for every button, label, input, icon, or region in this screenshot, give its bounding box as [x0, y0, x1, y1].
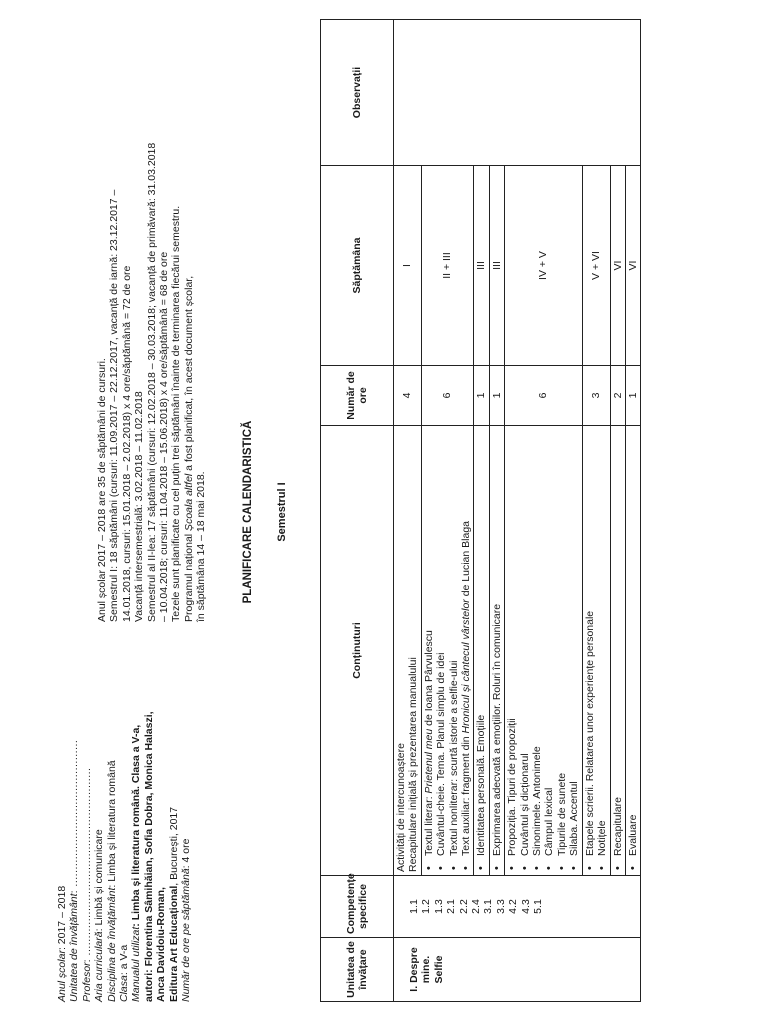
hours-per-week-line: Număr de ore pe săptămână: 4 ore	[180, 838, 193, 1002]
hours-cell: 4	[394, 366, 422, 426]
program-line: Programul național Școala altfel a fost planificat, în acest document școlar,	[182, 275, 195, 622]
competences-cell	[394, 876, 641, 938]
hours-cell: 1	[625, 366, 640, 426]
competence: 1.1	[408, 899, 420, 914]
planning-table	[320, 19, 641, 1002]
competence: 2.2	[457, 899, 470, 914]
hours-cell: 1	[489, 366, 504, 426]
info-line: Semestrul al II-lea: 17 săptămâni (cursuri: 12.02.2018 – 30.03.2018; vacanță de primăvară: 31.03.2018	[145, 142, 158, 622]
info-line: Tezele sunt planificate cu cel puțin trei săptămâni înainte de terminarea fiecărui semestru.	[170, 205, 183, 622]
content-item: • Câmpul lexical	[543, 429, 555, 862]
content-item: • Textul literar: Prietenul meu de Ioana Pârvulescu	[423, 429, 435, 862]
col-header-unit: Unitatea de învățare	[321, 938, 394, 1002]
week-cell: V + VI	[582, 166, 610, 366]
competence: 4.2	[507, 899, 520, 914]
school-unit-line: Unitatea de învățământ: ...........................................	[68, 739, 81, 1002]
discipline-line: Disciplina de învățământ: Limba și literatura română	[105, 760, 118, 1002]
hours-cell: 6	[505, 366, 582, 426]
col-header-observations: Observații	[321, 20, 394, 166]
observations-cell	[394, 20, 641, 166]
table-row	[489, 20, 504, 1002]
week-cell: VI	[610, 166, 625, 366]
program-line-2: în săptămâna 14 – 18 mai 2018.	[195, 471, 208, 622]
content-item: • Cuvântul și dicționarul	[519, 429, 531, 862]
contents-cell	[582, 426, 610, 876]
content-item: • Exprimarea adecvată a emoțiilor. Roluri în comunicare	[491, 429, 503, 862]
content-item: • Notițele	[596, 429, 608, 862]
content-line: Recapitulare inițială și prezentarea manualului	[407, 657, 420, 872]
info-line: Semestrul I: 18 săptămâni (cursuri: 11.09.2017 – 22.12.2017, vacanță de iarnă: 23.12.2017 –	[108, 189, 121, 622]
content-item: • Cuvântul-cheie. Tema. Planul simplu de idei	[435, 429, 447, 862]
contents-cell	[610, 426, 625, 876]
unit-cell: I. Despre mine. Selfie	[394, 938, 641, 1002]
week-cell: II + III	[421, 166, 474, 366]
content-item: • Etapele scrierii. Relatarea unor experiențe personale	[584, 429, 596, 862]
table-row	[474, 20, 489, 1002]
table-row	[625, 20, 640, 1002]
competence: 5.1	[532, 899, 545, 914]
competence: 4.3	[519, 899, 532, 914]
info-line: Vacanță intersemestrială: 3.02.2018 – 11.02.2018	[133, 391, 146, 622]
contents-cell	[505, 426, 582, 876]
semester-title: Semestrul I	[276, 482, 288, 542]
week-cell: I	[394, 166, 422, 366]
content-item: • Textul nonliterar: scurtă istorie a selfie-ului	[448, 429, 460, 862]
header-left-info	[56, 602, 192, 1002]
content-item: • Sinonimele. Antonimele	[531, 429, 543, 862]
competence: 1.2	[420, 899, 433, 914]
contents-cell	[421, 426, 474, 876]
week-cell: VI	[625, 166, 640, 366]
teacher-line: Profesor: .......................................................	[80, 767, 93, 1002]
curricular-area-line: Aria curriculară: Limbă și comunicare	[93, 829, 106, 1002]
col-header-hours: Număr de ore	[321, 366, 394, 426]
table-row	[505, 20, 582, 1002]
school-year-line: Anul școlar: 2017 – 2018	[56, 885, 68, 1002]
authors-line-1: autori: Florentina Sâmihăian, Sofia Dobra, Monica Halaszi,	[142, 711, 155, 1002]
info-line: – 10.04.2018; cursuri: 11.04.2018 – 15.06.2018) x 4 ore/săptămână = 68 de ore	[158, 251, 171, 622]
table-row	[421, 20, 474, 1002]
competence: 2.1	[445, 899, 458, 914]
publisher-line: Editura Art Educațional, București, 2017	[167, 806, 180, 1002]
col-header-contents: Conținuturi	[321, 426, 394, 876]
week-cell: IV + V	[505, 166, 582, 366]
content-item: • Silaba. Accentul	[568, 429, 580, 862]
content-item: • Evaluare	[627, 429, 639, 862]
content-line: Activități de intercunoaștere	[395, 743, 407, 872]
week-cell: III	[474, 166, 489, 366]
competence: 3.3	[494, 899, 507, 914]
header-right-info	[96, 62, 208, 622]
content-item: • Identitatea personală. Emoțiile	[475, 429, 487, 862]
week-cell: III	[489, 166, 504, 366]
table-row	[610, 20, 625, 1002]
content-item: • Propoziția. Tipuri de propoziții	[506, 429, 518, 862]
info-line: 14.01.2018, cursuri: 15.01.2018 – 2.02.2018) x 4 ore/săptămână = 72 de ore	[120, 265, 133, 622]
contents-cell	[394, 426, 422, 876]
content-item: • Recapitulare	[612, 429, 624, 862]
competence: 2.4	[470, 899, 483, 914]
authors-line-2: Anca Davidoiu-Roman,	[155, 887, 168, 1002]
page-title: PLANIFICARE CALENDARISTICĂ	[242, 420, 254, 604]
competence: 1.3	[432, 899, 445, 914]
contents-cell	[489, 426, 504, 876]
content-item: • Text auxiliar: fragment din Hronicul și cântecul vârstelor de Lucian Blaga	[460, 429, 472, 862]
table-row	[582, 20, 610, 1002]
hours-cell: 3	[582, 366, 610, 426]
manual-line: Manualul utilizat: Limba și literatura română. Clasa a V-a,	[130, 724, 143, 1002]
info-line: Anul școlar 2017 – 2018 are 35 de săptămâni de cursuri.	[96, 358, 108, 622]
content-item: • Tipurile de sunete	[556, 429, 568, 862]
col-header-week: Săptămâna	[321, 166, 394, 366]
competence: 3.1	[482, 899, 495, 914]
col-header-competences: Competențe specifice	[321, 876, 394, 938]
class-line: Clasa: a V-a	[118, 944, 131, 1002]
table-row	[394, 20, 422, 1002]
hours-cell: 6	[421, 366, 474, 426]
hours-cell: 1	[474, 366, 489, 426]
contents-cell	[625, 426, 640, 876]
hours-cell: 2	[610, 366, 625, 426]
contents-cell	[474, 426, 489, 876]
table-header-row	[321, 20, 394, 1002]
